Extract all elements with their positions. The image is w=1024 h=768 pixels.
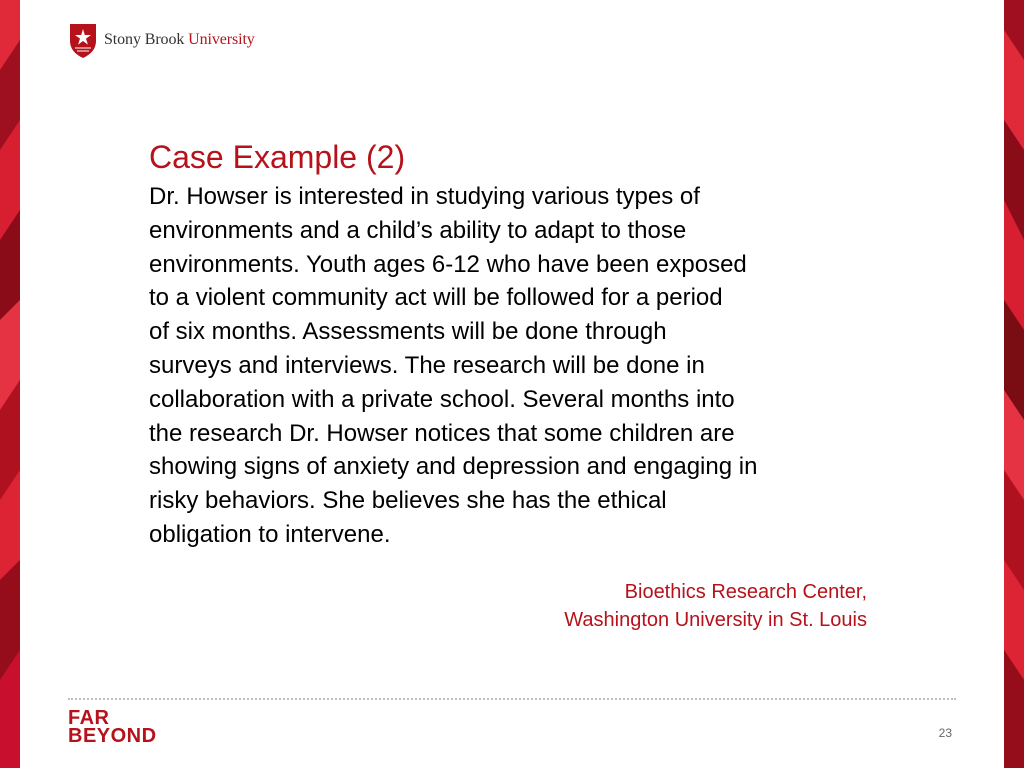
university-name-part1: Stony Brook xyxy=(104,31,185,48)
body-line: environments. Youth ages 6-12 who have been exposed xyxy=(149,250,747,278)
body-line: Dr. Howser is interested in studying various types of xyxy=(149,183,700,210)
page-number: 23 xyxy=(938,726,952,740)
body-line: collaboration with a private school. Several months into xyxy=(149,385,735,413)
attribution-line-1: Bioethics Research Center, xyxy=(624,581,867,603)
case-description xyxy=(149,180,889,552)
tagline-line-2: BEYOND xyxy=(68,725,157,747)
footer-divider xyxy=(68,698,956,700)
body-line: surveys and interviews. The research will be done in xyxy=(149,351,705,379)
slide-title: Case Example (2) xyxy=(149,139,406,175)
body-line: the research Dr. Howser notices that some children are xyxy=(149,419,735,447)
tagline-line-1: FAR xyxy=(68,707,110,729)
left-decorative-band xyxy=(0,0,20,768)
university-logo xyxy=(68,20,255,60)
body-line: to a violent community act will be followed for a period xyxy=(149,284,723,312)
body-line: of six months. Assessments will be done through xyxy=(149,318,667,346)
body-line: risky behaviors. She believes she has the ethical xyxy=(149,487,667,515)
source-attribution xyxy=(564,578,867,634)
right-decorative-band xyxy=(1004,0,1024,768)
body-line: showing signs of anxiety and depression and engaging in xyxy=(149,453,758,481)
body-line: environments and a child’s ability to adapt to those xyxy=(149,216,687,244)
far-beyond-logo xyxy=(68,709,157,745)
body-line: obligation to intervene. xyxy=(149,520,391,548)
university-shield-icon xyxy=(68,21,98,59)
attribution-line-2: Washington University in St. Louis xyxy=(564,609,867,631)
university-name xyxy=(104,31,255,49)
university-name-part2: University xyxy=(188,31,255,48)
